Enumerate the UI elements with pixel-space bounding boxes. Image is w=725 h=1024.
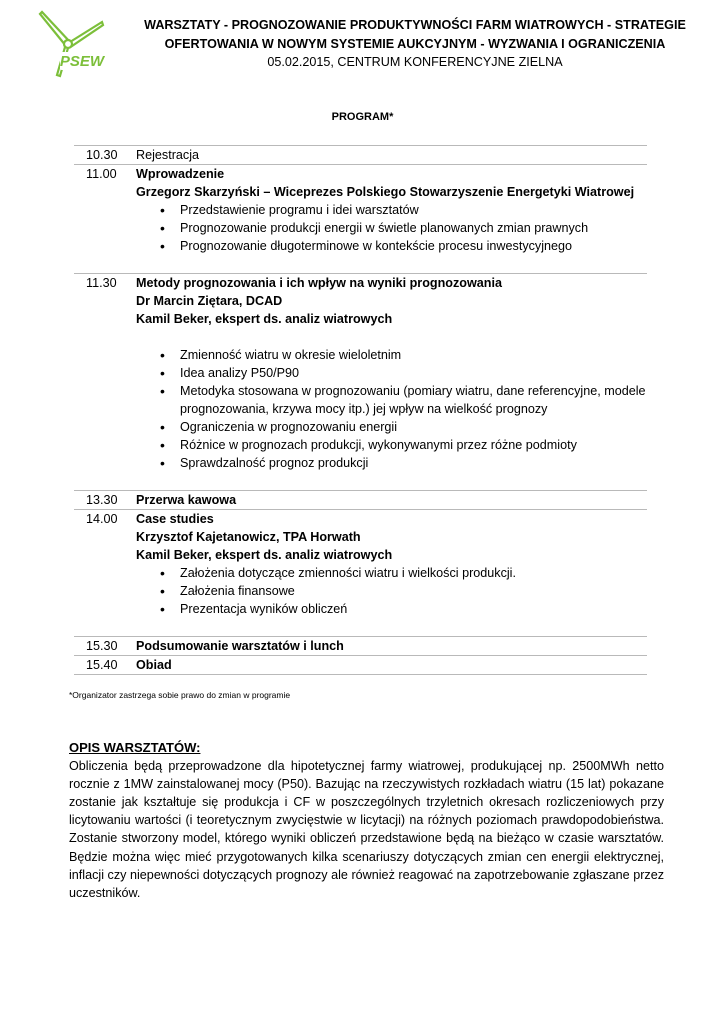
agenda-row	[74, 273, 647, 490]
agenda-speaker: Grzegorz Skarzyński – Wiceprezes Polskiego Stowarzyszenie Energetyki Wiatrowej	[136, 185, 635, 199]
workshop-description	[69, 739, 664, 902]
list-item: • Prognozowanie długoterminowe w kontekście procesu inwestycyjnego	[180, 237, 647, 255]
agenda-time: 14.00	[86, 512, 118, 526]
event-date-venue: 05.02.2015, CENTRUM KONFERENCYJNE ZIELNA	[267, 55, 563, 69]
psew-logo	[30, 6, 108, 78]
agenda-time: 11.00	[86, 167, 117, 181]
agenda-row	[74, 490, 647, 509]
list-item: • Idea analizy P50/P90	[180, 364, 647, 382]
agenda-title: Case studies	[136, 512, 214, 526]
agenda-speaker: Dr Marcin Ziętara, DCAD	[136, 294, 283, 308]
agenda-title: Wprowadzenie	[136, 167, 225, 181]
agenda-bullets	[136, 564, 647, 618]
agenda-time: 15.30	[86, 639, 118, 653]
list-item: • Prognozowanie produkcji energii w świetle planowanych zmian prawnych	[180, 219, 647, 237]
agenda-title: Obiad	[136, 658, 172, 672]
list-item: • Przedstawienie programu i idei warsztatów	[180, 201, 647, 219]
agenda-speaker: Kamil Beker, ekspert ds. analiz wiatrowych	[136, 312, 393, 326]
agenda-title: Rejestracja	[136, 148, 199, 162]
agenda-row	[74, 636, 647, 655]
list-item: • Ograniczenia w prognozowaniu energii	[180, 418, 647, 436]
agenda-row	[74, 145, 647, 164]
agenda-bullets	[136, 346, 647, 472]
agenda-bullets	[136, 201, 647, 255]
agenda-time: 13.30	[86, 493, 118, 507]
list-item: • Założenia finansowe	[180, 582, 647, 600]
list-item: • Metodyka stosowana w prognozowaniu (pomiary wiatru, dane referencyjne, modele prognozowania, krzywa mocy itp.) jej wpływ na wielkość prognozy	[180, 382, 647, 418]
title-line-2: OFERTOWANIA W NOWYM SYSTEMIE AUKCYJNYM - WYZWANIA I OGRANICZENIA	[164, 37, 666, 51]
agenda-title: Podsumowanie warsztatów i lunch	[136, 639, 344, 653]
agenda-time: 15.40	[86, 658, 118, 672]
description-heading: OPIS WARSZTATÓW:	[69, 740, 201, 755]
agenda-table	[74, 145, 647, 675]
agenda-speaker: Kamil Beker, ekspert ds. analiz wiatrowych	[136, 548, 393, 562]
description-body: Obliczenia będą przeprowadzone dla hipotetycznej farmy wiatrowej, produkującej np. 2500MWh netto rocznie z 1MW zainstalowanej mocy (P50). Bazując na rzeczywistych rozkładach wiatru (15 lat) pokazane zostanie jak kształtuje się produkcja i CF w poszczególnych trzyletnich okresach rozliczeniowych przy licytowaniu wartości (i teoretycznym zwycięstwie w licytacji) na różnych poziomach prawdopodobieństwa. Zostanie stworzony model, którego wyniki obliczeń przedstawione będą na bieżąco w czasie warsztatów. Będzie można więc mieć przygotowanych kilka scenariuszy dotyczących zmian cen energii elektrycznej, inflacji czy niepewności dotyczących prognozy ale również reagować na zapotrzebowanie zgłaszane przez uczestników.	[69, 759, 664, 900]
agenda-title: Przerwa kawowa	[136, 493, 237, 507]
agenda-title: Metody prognozowania i ich wpływ na wyniki prognozowania	[136, 276, 502, 290]
logo-text: PSEW	[59, 53, 105, 70]
agenda-speaker: Krzysztof Kajetanowicz, TPA Horwath	[136, 530, 361, 544]
list-item: • Założenia dotyczące zmienności wiatru i wielkości produkcji.	[180, 564, 647, 582]
agenda-time: 11.30	[86, 276, 117, 290]
agenda-row	[74, 164, 647, 273]
list-item: • Sprawdzalność prognoz produkcji	[180, 454, 647, 472]
list-item: • Prezentacja wyników obliczeń	[180, 600, 647, 618]
list-item: • Różnice w prognozach produkcji, wykonywanymi przez różne podmioty	[180, 436, 647, 454]
agenda-row	[74, 509, 647, 636]
title-line-1: WARSZTATY - PROGNOZOWANIE PRODUKTYWNOŚCI FARM WIATROWYCH - STRATEGIE	[144, 18, 686, 32]
list-item: • Zmienność wiatru w okresie wieloletnim	[180, 346, 647, 364]
program-heading: PROGRAM*	[331, 111, 394, 123]
agenda-time: 10.30	[86, 148, 118, 162]
footnote: *Organizator zastrzega sobie prawo do zmian w programie	[69, 690, 291, 700]
agenda-row	[74, 655, 647, 675]
